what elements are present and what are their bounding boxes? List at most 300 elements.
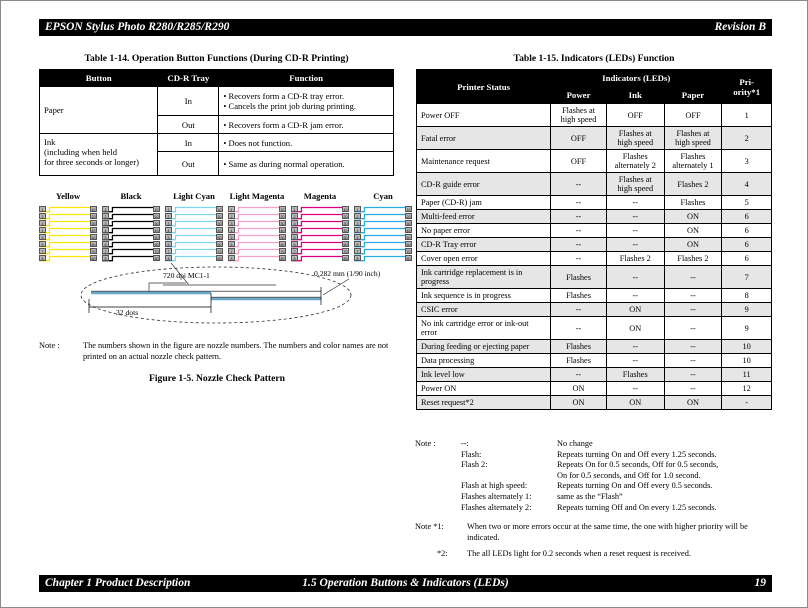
cell-power-led: --	[551, 238, 607, 252]
nozzle-number: 50	[217, 236, 222, 240]
nozzle-number: 1	[228, 206, 235, 212]
nozzle-number: 10	[343, 208, 348, 212]
cell-printer-status: Reset request*2	[417, 396, 551, 410]
nozzle-number: 3	[291, 220, 298, 226]
cell-paper-led: --	[664, 368, 722, 382]
nozzle-number: 60	[406, 243, 411, 247]
led-note-definition: same as the “Flash”	[557, 491, 623, 501]
led-note-row	[461, 460, 777, 471]
nozzle-number: 8	[39, 255, 46, 261]
priority-line: Pri-	[739, 76, 754, 87]
cell-power-led: --	[551, 317, 607, 340]
table-row	[417, 266, 772, 289]
nozzle-number: 6	[39, 241, 46, 247]
cell-printer-status: Cover open error	[417, 252, 551, 266]
nozzle-number: 40	[343, 229, 348, 233]
nozzle-number: 5	[228, 234, 235, 240]
cell-line: high speed	[675, 138, 711, 147]
led-note-definition: On for 0.5 seconds, and Off for 1.0 second.	[557, 470, 701, 480]
figure-note	[39, 341, 395, 362]
function-line: • Cancels the print job during printing.	[223, 101, 356, 111]
table-1-15-caption: Table 1-15. Indicators (LEDs) Function	[513, 53, 675, 64]
nozzle-pattern-lines	[228, 206, 286, 262]
col-header-printer-status: Printer Status	[417, 70, 551, 104]
led-note-row	[461, 439, 777, 450]
nozzle-check-figure	[39, 191, 411, 336]
nozzle-number-column-left	[354, 206, 361, 262]
cell-tray-out-2: Out	[158, 152, 219, 176]
nozzle-number: 8	[165, 255, 172, 261]
col-header-function: Function	[219, 70, 394, 87]
led-notes-list	[461, 439, 777, 513]
cell-paper-led: ON	[664, 210, 722, 224]
nozzle-number: 30	[406, 222, 411, 226]
cell-line: Flashes	[680, 152, 706, 161]
nozzle-number: 2	[39, 213, 46, 219]
header-revision: Revision B	[714, 21, 766, 33]
cell-paper-led: --	[664, 340, 722, 354]
cell-printer-status: Ink sequence is in progress	[417, 289, 551, 303]
col-header-cdr-tray: CD-R Tray	[158, 70, 219, 87]
footer-page-number: 19	[754, 577, 766, 589]
cell-paper-led: OFF	[664, 104, 722, 127]
cell-power-led: --	[551, 173, 607, 196]
nozzle-number: 50	[154, 236, 159, 240]
led-notes-block	[415, 439, 777, 513]
cell-priority: 12	[722, 382, 772, 396]
table-row	[417, 210, 772, 224]
nozzle-number: 3	[102, 220, 109, 226]
cell-ink-led: --	[606, 382, 664, 396]
cell-power-led: Flashes	[551, 289, 607, 303]
nozzle-color-label: Light Cyan	[173, 191, 215, 201]
cell-power-led	[551, 104, 607, 127]
col-header-priority	[722, 70, 772, 104]
cell-priority: 9	[722, 317, 772, 340]
figure-caption: Figure 1-5. Nozzle Check Pattern	[149, 373, 285, 384]
nozzle-number: 70	[280, 250, 285, 254]
cell-ink-led: --	[606, 210, 664, 224]
footnote-2-text: The all LEDs light for 0.2 seconds when a reset request is received.	[467, 549, 691, 558]
cell-line: Flashes at	[562, 106, 596, 115]
cell-printer-status: Power ON	[417, 382, 551, 396]
ink-label-line: (including when held	[44, 147, 118, 157]
cell-paper-led: Flashes	[664, 196, 722, 210]
nozzle-number: 70	[91, 250, 96, 254]
led-note-row	[461, 471, 777, 482]
col-header-ink: Ink	[606, 87, 664, 104]
priority-line: ority*1	[733, 86, 761, 97]
nozzle-number-column-left	[102, 206, 109, 262]
nozzle-number: 3	[165, 220, 172, 226]
nozzle-number: 40	[154, 229, 159, 233]
table-1-15	[416, 69, 772, 410]
led-note-term: Flashes alternately 2:	[461, 502, 532, 512]
nozzle-number: 30	[91, 222, 96, 226]
cell-power-led: --	[551, 224, 607, 238]
cell-power-led: --	[551, 196, 607, 210]
cell-power-led: ON	[551, 382, 607, 396]
nozzle-number-column-right	[153, 206, 160, 262]
cell-line: Flashes at	[618, 129, 652, 138]
nozzle-number: 2	[291, 213, 298, 219]
nozzle-number: 30	[343, 222, 348, 226]
cell-printer-status: Data processing	[417, 354, 551, 368]
nozzle-number: 5	[165, 234, 172, 240]
cell-function-2: • Recovers form a CD-R jam error.	[219, 116, 394, 134]
nozzle-pattern-lines	[291, 206, 349, 262]
nozzle-color-block	[165, 206, 223, 262]
led-note-row	[461, 450, 777, 461]
nozzle-pattern-lines	[102, 206, 160, 262]
cell-priority: 8	[722, 289, 772, 303]
col-header-paper: Paper	[664, 87, 722, 104]
nozzle-number: 2	[354, 213, 361, 219]
nozzle-color-block	[228, 206, 286, 262]
table-row	[417, 150, 772, 173]
cell-priority: 6	[722, 238, 772, 252]
cell-priority: 3	[722, 150, 772, 173]
nozzle-number: 7	[39, 248, 46, 254]
nozzle-number: 80	[217, 257, 222, 261]
cell-paper-led: --	[664, 266, 722, 289]
nozzle-number-column-left	[228, 206, 235, 262]
page-header-bar	[39, 19, 772, 36]
nozzle-number: 20	[406, 215, 411, 219]
cell-function-3: • Does not function.	[219, 134, 394, 152]
nozzle-number-column-left	[291, 206, 298, 262]
cell-priority: 7	[722, 266, 772, 289]
nozzle-number: 6	[354, 241, 361, 247]
cell-line: alternately 1	[672, 161, 714, 170]
header-title: EPSON Stylus Photo R280/R285/R290	[45, 21, 230, 33]
cell-line: high speed	[617, 184, 654, 193]
nozzle-number: 8	[102, 255, 109, 261]
cell-priority: 11	[722, 368, 772, 382]
cell-printer-status: No ink cartridge error or ink-out error	[417, 317, 551, 340]
cell-paper-led: ON	[664, 224, 722, 238]
nozzle-number: 1	[291, 206, 298, 212]
nozzle-number: 2	[228, 213, 235, 219]
led-note-term: Flash:	[461, 449, 482, 459]
cell-ink-led: --	[606, 266, 664, 289]
led-note-term: Flashes alternately 1:	[461, 491, 532, 501]
cell-paper-led: ON	[664, 396, 722, 410]
cell-line: high speed	[560, 115, 597, 124]
cell-printer-status: CD-R guide error	[417, 173, 551, 196]
led-note-definition: Repeats On for 0.5 seconds, Off for 0.5 seconds,	[557, 460, 719, 470]
cell-power-led: --	[551, 303, 607, 317]
nozzle-number: 60	[280, 243, 285, 247]
nozzle-pattern-lines	[39, 206, 97, 262]
nozzle-color-label: Light Magenta	[229, 191, 285, 201]
led-note-definition: Repeats turning On and Off every 1.25 seconds.	[557, 449, 717, 459]
nozzle-color-label: Magenta	[303, 191, 337, 201]
cell-paper-led: --	[664, 303, 722, 317]
cell-tray-in-1: In	[158, 87, 219, 116]
nozzle-number: 20	[343, 215, 348, 219]
nozzle-number: 6	[228, 241, 235, 247]
cell-line: progress	[421, 277, 450, 286]
nozzle-color-block	[291, 206, 349, 262]
cell-ink-led	[606, 173, 664, 196]
footer-section: 1.5 Operation Buttons & Indicators (LEDs)	[302, 577, 509, 589]
cell-priority: 10	[722, 354, 772, 368]
led-note-term: --:	[461, 439, 469, 448]
cell-printer-status: CSIC error	[417, 303, 551, 317]
figure-note-text: The numbers shown in the figure are nozzle numbers. The numbers and color names are not printed on an actual nozzle check pattern.	[83, 341, 389, 361]
nozzle-number: 1	[354, 206, 361, 212]
table-row	[417, 224, 772, 238]
cell-paper-led: Flashes 2	[664, 173, 722, 196]
nozzle-number: 60	[343, 243, 348, 247]
table-row	[417, 354, 772, 368]
nozzle-number-column-right	[405, 206, 412, 262]
cell-paper-led	[664, 150, 722, 173]
cell-paper-led: ON	[664, 238, 722, 252]
nozzle-number: 7	[165, 248, 172, 254]
cell-priority: 6	[722, 210, 772, 224]
nozzle-number: 60	[217, 243, 222, 247]
led-note-row	[461, 503, 777, 514]
nozzle-number: 50	[343, 236, 348, 240]
nozzle-number: 80	[343, 257, 348, 261]
cell-priority: 2	[722, 127, 772, 150]
cell-printer-status: Fatal error	[417, 127, 551, 150]
nozzle-number: 1	[102, 206, 109, 212]
nozzle-number-column-left	[39, 206, 46, 262]
cell-priority: 6	[722, 252, 772, 266]
nozzle-pattern-lines	[354, 206, 412, 262]
nozzle-number: 40	[91, 229, 96, 233]
cell-printer-status: Maintenance request	[417, 150, 551, 173]
led-note-definition: Repeats turning On and Off every 0.5 seconds.	[557, 481, 713, 491]
cell-priority: 6	[722, 224, 772, 238]
cell-ink-led: --	[606, 224, 664, 238]
cell-line: alternately 2	[614, 161, 656, 170]
nozzle-number: 7	[354, 248, 361, 254]
cell-tray-in-2: In	[158, 134, 219, 152]
nozzle-number: 60	[154, 243, 159, 247]
table-row	[40, 134, 394, 152]
footnote-2-label: *2:	[437, 549, 448, 558]
nozzle-number: 80	[280, 257, 285, 261]
cell-power-led: OFF	[551, 150, 607, 173]
nozzle-number: 20	[154, 215, 159, 219]
nozzle-number: 4	[228, 227, 235, 233]
cell-line: Flashes at	[676, 129, 710, 138]
cell-ink-led: Flashes	[606, 368, 664, 382]
nozzle-number: 10	[280, 208, 285, 212]
cell-printer-status: No paper error	[417, 224, 551, 238]
nozzle-color-block	[39, 206, 97, 262]
nozzle-number: 40	[406, 229, 411, 233]
cell-printer-status: Power OFF	[417, 104, 551, 127]
nozzle-number: 7	[291, 248, 298, 254]
nozzle-number-column-right	[90, 206, 97, 262]
nozzle-number: 70	[343, 250, 348, 254]
callout-spacing-label: 0.282 mm (1/90 inch)	[314, 269, 381, 278]
nozzle-pattern-lines	[165, 206, 223, 262]
nozzle-number: 4	[165, 227, 172, 233]
cell-priority: 1	[722, 104, 772, 127]
callout-resolution-label: 720 dpi MC1-1	[163, 271, 210, 280]
table-1-14-caption: Table 1-14. Operation Button Functions (During CD-R Printing)	[84, 53, 349, 64]
nozzle-color-block	[354, 206, 412, 262]
nozzle-number: 10	[154, 208, 159, 212]
led-note-term: Flash 2:	[461, 460, 488, 470]
footnote-1-label: Note *1:	[415, 522, 444, 531]
cell-paper-led: --	[664, 317, 722, 340]
cell-power-led: Flashes	[551, 340, 607, 354]
cell-ink-led: Flashes 2	[606, 252, 664, 266]
led-note-definition: No change	[557, 439, 593, 448]
led-note-row	[461, 481, 777, 492]
cell-paper-led: --	[664, 382, 722, 396]
cell-function-4: • Same as during normal operation.	[219, 152, 394, 176]
nozzle-number: 4	[39, 227, 46, 233]
nozzle-number: 2	[102, 213, 109, 219]
nozzle-number: 8	[291, 255, 298, 261]
cell-button-paper: Paper	[40, 87, 158, 134]
ink-label-line: for three seconds or longer)	[44, 157, 139, 167]
nozzle-number: 6	[102, 241, 109, 247]
cell-ink-led: --	[606, 196, 664, 210]
nozzle-number: 8	[354, 255, 361, 261]
nozzle-number: 6	[291, 241, 298, 247]
cell-priority: 9	[722, 303, 772, 317]
cell-function-1	[219, 87, 394, 116]
figure-note-label: Note :	[39, 341, 60, 350]
cell-line: Flashes at	[618, 175, 652, 184]
table-row	[40, 70, 394, 87]
cell-printer-status: Multi-feed error	[417, 210, 551, 224]
nozzle-number: 50	[406, 236, 411, 240]
table-row	[417, 238, 772, 252]
nozzle-number: 80	[91, 257, 96, 261]
cell-priority: 10	[722, 340, 772, 354]
table-row	[417, 127, 772, 150]
led-note-term: Flash at high speed:	[461, 481, 528, 491]
nozzle-number: 4	[102, 227, 109, 233]
nozzle-number: 70	[154, 250, 159, 254]
cell-tray-out-1: Out	[158, 116, 219, 134]
nozzle-number: 7	[102, 248, 109, 254]
cell-printer-status	[417, 266, 551, 289]
led-note-definition: Repeats turning Off and On every 1.25 seconds.	[557, 502, 717, 512]
cell-line: Ink cartridge replacement is in	[421, 268, 523, 277]
cell-power-led: ON	[551, 396, 607, 410]
cell-priority: 5	[722, 196, 772, 210]
nozzle-number: 5	[102, 234, 109, 240]
cell-power-led: --	[551, 210, 607, 224]
footnote-1-text: When two or more errors occur at the same time, the one with higher priority will be indicated.	[467, 522, 748, 542]
cell-button-ink	[40, 134, 158, 176]
table-row	[417, 289, 772, 303]
nozzle-number: 80	[406, 257, 411, 261]
cell-printer-status: CD-R Tray error	[417, 238, 551, 252]
nozzle-number: 5	[291, 234, 298, 240]
nozzle-number: 10	[406, 208, 411, 212]
nozzle-number: 20	[280, 215, 285, 219]
nozzle-number-column-right	[216, 206, 223, 262]
cell-printer-status: Ink level low	[417, 368, 551, 382]
nozzle-number: 3	[39, 220, 46, 226]
table-row	[417, 70, 772, 87]
nozzle-number: 4	[291, 227, 298, 233]
col-header-indicators-group: Indicators (LEDs)	[551, 70, 722, 87]
nozzle-number: 40	[217, 229, 222, 233]
cell-paper-led	[664, 127, 722, 150]
nozzle-number: 6	[165, 241, 172, 247]
nozzle-number: 7	[228, 248, 235, 254]
nozzle-number: 1	[39, 206, 46, 212]
led-note-row	[461, 492, 777, 503]
nozzle-number-column-right	[279, 206, 286, 262]
nozzle-color-block	[102, 206, 160, 262]
nozzle-number: 70	[406, 250, 411, 254]
nozzle-color-label: Black	[120, 191, 142, 201]
col-header-button: Button	[40, 70, 158, 87]
nozzle-number: 20	[217, 215, 222, 219]
callout-dots-label: 32 dots	[116, 308, 139, 317]
table-row	[417, 196, 772, 210]
cell-ink-led: ON	[606, 396, 664, 410]
table-row	[40, 87, 394, 116]
cell-power-led: Flashes	[551, 266, 607, 289]
nozzle-number: 60	[91, 243, 96, 247]
nozzle-number: 40	[280, 229, 285, 233]
nozzle-number: 70	[217, 250, 222, 254]
nozzle-color-label: Cyan	[373, 191, 393, 201]
nozzle-number: 8	[228, 255, 235, 261]
nozzle-number: 3	[354, 220, 361, 226]
cell-ink-led: --	[606, 354, 664, 368]
cell-ink-led	[606, 150, 664, 173]
nozzle-number: 5	[354, 234, 361, 240]
nozzle-number: 80	[154, 257, 159, 261]
cell-power-led: --	[551, 368, 607, 382]
nozzle-number-column-right	[342, 206, 349, 262]
nozzle-number: 30	[217, 222, 222, 226]
nozzle-number: 3	[228, 220, 235, 226]
nozzle-number: 10	[217, 208, 222, 212]
cell-line: Flashes	[622, 152, 648, 161]
footnote-1	[415, 522, 777, 543]
cell-ink-led: ON	[606, 317, 664, 340]
cell-power-led: --	[551, 252, 607, 266]
cell-ink-led: --	[606, 340, 664, 354]
nozzle-number: 4	[354, 227, 361, 233]
nozzle-number: 50	[91, 236, 96, 240]
table-1-14	[39, 69, 394, 176]
table-row	[417, 340, 772, 354]
cell-ink-led: ON	[606, 303, 664, 317]
cell-ink-led: OFF	[606, 104, 664, 127]
nozzle-number: 5	[39, 234, 46, 240]
ink-label-line: Ink	[44, 137, 56, 147]
table-row	[417, 396, 772, 410]
cell-priority: -	[722, 396, 772, 410]
cell-power-led: OFF	[551, 127, 607, 150]
nozzle-number: 30	[280, 222, 285, 226]
nozzle-number: 50	[280, 236, 285, 240]
cell-ink-led: --	[606, 289, 664, 303]
cell-line: high speed	[617, 138, 654, 147]
table-row	[417, 104, 772, 127]
nozzle-number: 2	[165, 213, 172, 219]
table-row	[417, 317, 772, 340]
